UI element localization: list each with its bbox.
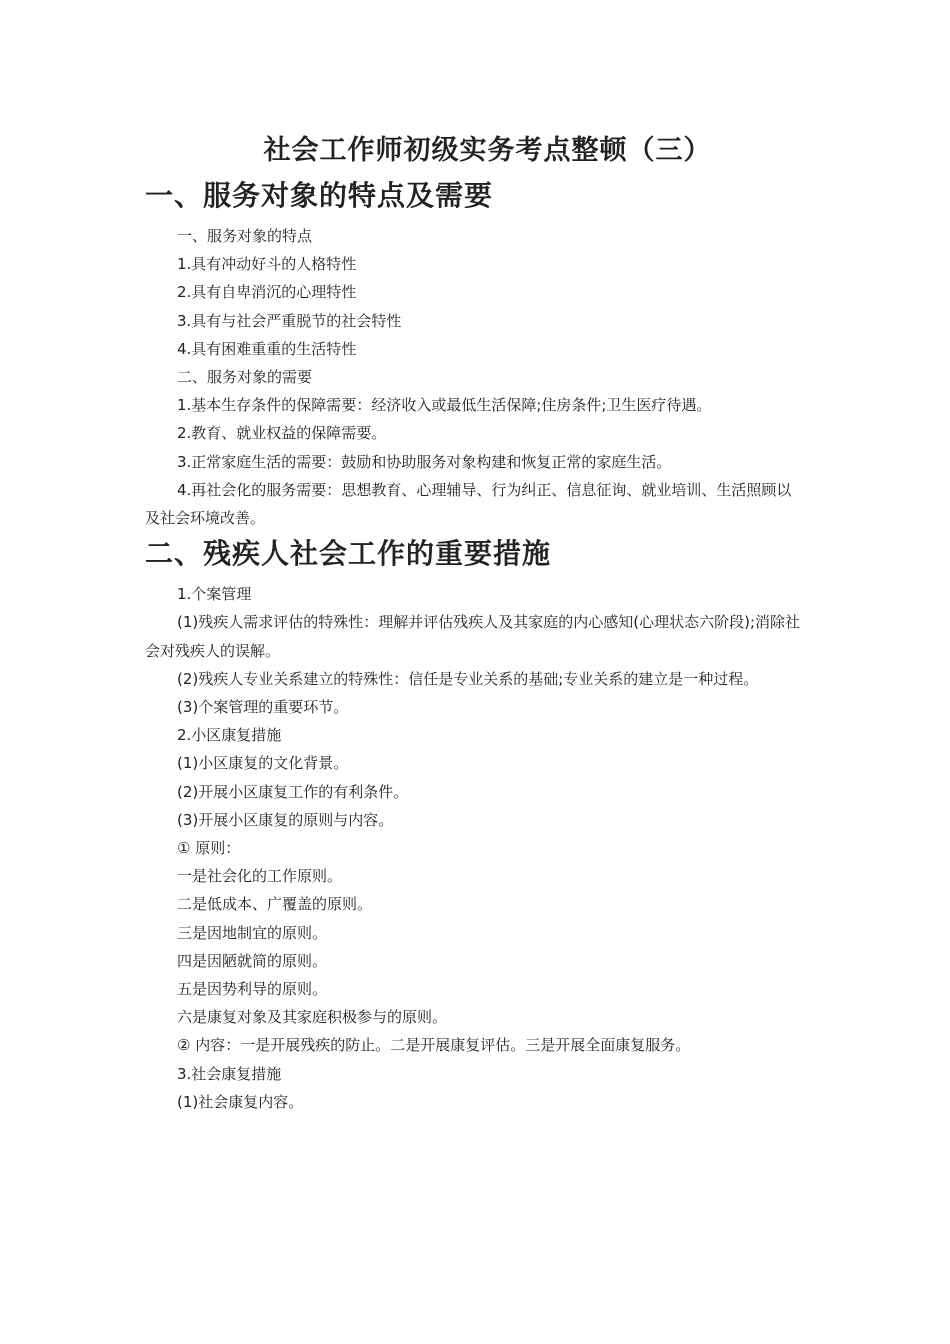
paragraph: (1)小区康复的文化背景。	[177, 754, 349, 773]
paragraph: 3.正常家庭生活的需要：鼓励和协助服务对象构建和恢复正常的家庭生活。	[177, 452, 672, 471]
paragraph: 六是康复对象及其家庭积极参与的原则。	[177, 1008, 448, 1027]
paragraph: 1.具有冲动好斗的人格特性	[177, 255, 357, 274]
paragraph: 一、服务对象的特点	[177, 227, 313, 245]
section-heading: 二、残疾人社会工作的重要措施	[145, 537, 552, 571]
section-heading: 一、服务对象的特点及需要	[145, 179, 494, 212]
paragraph: 三是因地制宜的原则。	[177, 923, 328, 942]
paragraph: 五是因势利导的原则。	[177, 980, 328, 999]
paragraph: 1.个案管理	[177, 585, 252, 604]
paragraph: 3.社会康复措施	[177, 1064, 282, 1083]
paragraph: (1)残疾人需求评估的特殊性：理解并评估残疾人及其家庭的内心感知(心理状态六阶段);消除社会对残疾人的误解。	[145, 613, 801, 660]
paragraph: 一是社会化的工作原则。	[177, 867, 343, 886]
paragraph: (3)个案管理的重要环节。	[177, 698, 349, 717]
paragraph: 3.具有与社会严重脱节的社会特性	[177, 311, 402, 330]
paragraph: 2.具有自卑消沉的心理特性	[177, 283, 357, 302]
paragraph: (2)残疾人专业关系建立的特殊性：信任是专业关系的基础;专业关系的建立是一种过程。	[177, 669, 759, 688]
paragraph: 4.具有困难重重的生活特性	[177, 339, 357, 358]
document-title: 社会工作师初级实务考点整顿（三）	[263, 135, 712, 166]
paragraph: (1)社会康复内容。	[177, 1092, 304, 1111]
paragraph: 1.基本生存条件的保障需要：经济收入或最低生活保障;住房条件;卫生医疗待遇。	[177, 396, 712, 415]
paragraph: 二是低成本、广覆盖的原则。	[177, 895, 373, 914]
paragraph: ② 内容：一是开展残疾的防止。二是开展康复评估。三是开展全面康复服务。	[177, 1036, 691, 1055]
document-page	[145, 128, 800, 1116]
section-body	[145, 580, 800, 1116]
paragraph: 四是因陋就简的原则。	[177, 951, 328, 970]
paragraph: 二、服务对象的需要	[177, 368, 313, 387]
paragraph: 4.再社会化的服务需要：思想教育、心理辅导、行为纠正、信息征询、就业培训、生活照顾以及社会环境改善。	[145, 480, 792, 528]
paragraph: (3)开展小区康复的原则与内容。	[177, 810, 394, 829]
paragraph: ① 原则：	[177, 839, 241, 858]
section-body	[145, 222, 800, 532]
paragraph: (2)开展小区康复工作的有利条件。	[177, 782, 409, 801]
paragraph: 2.小区康复措施	[177, 726, 282, 745]
section-1	[145, 174, 800, 532]
section-2	[145, 532, 800, 1116]
paragraph: 2.教育、就业权益的保障需要。	[177, 424, 387, 443]
